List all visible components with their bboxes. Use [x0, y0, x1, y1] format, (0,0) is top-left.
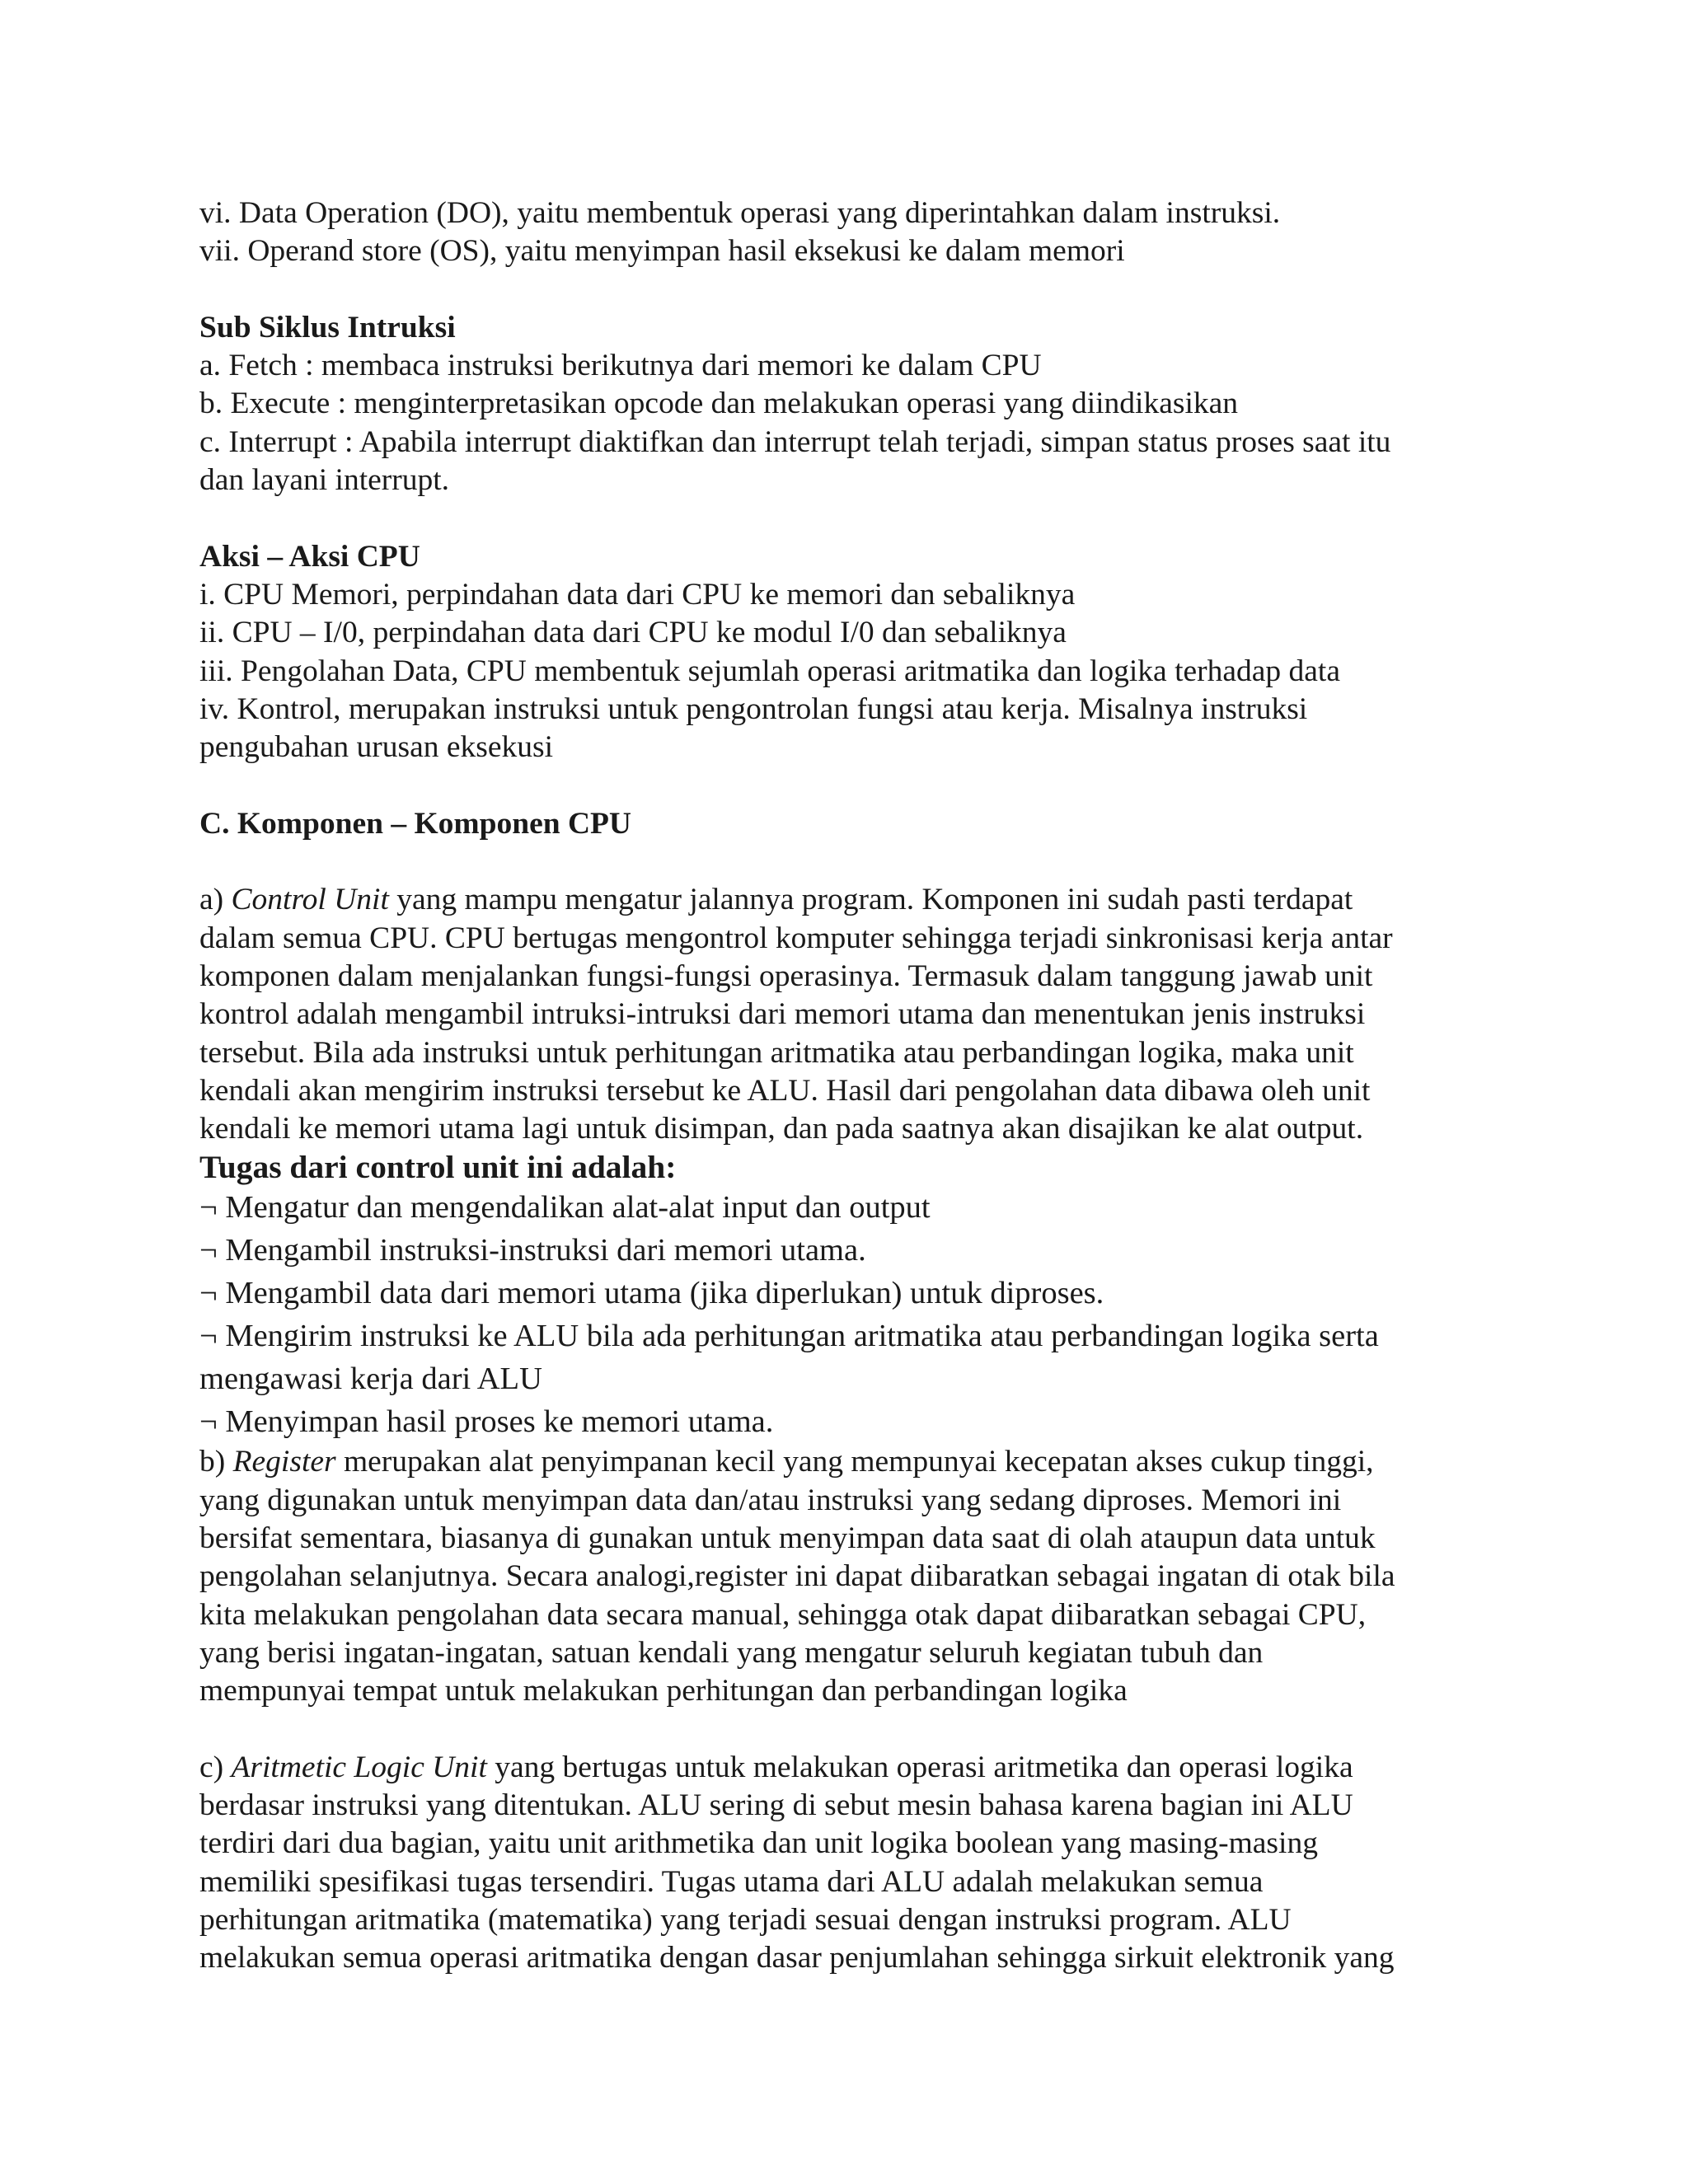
aksi-item: i. CPU Memori, perpindahan data dari CPU ke memori dan sebaliknya — [199, 577, 1076, 612]
register-line: yang berisi ingatan-ingatan, satuan kendali yang mengatur seluruh kegiatan tubuh dan — [199, 1635, 1264, 1670]
tugas-item: ¬ Menyimpan hasil proses ke memori utama. — [199, 1404, 774, 1440]
alu-line: berdasar instruksi yang ditentukan. ALU sering di sebut mesin bahasa karena bagian ini ALU — [199, 1788, 1353, 1823]
register-first-line-rest: merupakan alat penyimpanan kecil yang mempunyai kecepatan akses cukup tinggi, — [335, 1445, 1374, 1479]
alu-prefix: c) — [199, 1750, 232, 1784]
control-unit-prefix: a) — [199, 883, 232, 917]
tugas-item: ¬ Mengambil data dari memori utama (jika diperlukan) untuk diproses. — [199, 1276, 1104, 1311]
register-term: Register — [232, 1445, 336, 1479]
alu-line: memiliki spesifikasi tugas tersendiri. Tugas utama dari ALU adalah melakukan semua — [199, 1864, 1264, 1899]
heading-tugas-control-unit: Tugas dari control unit ini adalah: — [199, 1149, 677, 1186]
alu-first-line — [199, 1749, 1493, 1787]
tugas-item: ¬ Mengatur dan mengendalikan alat-alat input dan output — [199, 1190, 931, 1226]
aksi-item: iii. Pengolahan Data, CPU membentuk sejumlah operasi aritmatika dan logika terhadap data — [199, 654, 1340, 688]
sub-siklus-item: b. Execute : menginterpretasikan opcode dan melakukan operasi yang diindikasikan — [199, 387, 1239, 421]
spacer — [199, 1711, 1493, 1749]
control-unit-line: komponen dalam menjalankan fungsi-fungsi operasinya. Termasuk dalam tanggung jawab unit — [199, 958, 1373, 993]
alu-term: Aritmetic Logic Unit — [231, 1750, 487, 1784]
control-unit-first-line — [199, 881, 1493, 919]
heading-komponen-cpu: C. Komponen – Komponen CPU — [199, 806, 632, 841]
control-unit-line: tersebut. Bila ada instruksi untuk perhitungan aritmatika atau perbandingan logika, maka unit — [199, 1035, 1354, 1070]
tugas-item: mengawasi kerja dari ALU — [199, 1361, 542, 1397]
spacer — [199, 766, 1493, 804]
sub-siklus-item: dan layani interrupt. — [199, 463, 450, 498]
aksi-item: ii. CPU – I/0, perpindahan data dari CPU ke modul I/0 dan sebaliknya — [199, 616, 1067, 650]
alu-line: perhitungan aritmatika (matematika) yang terjadi sesuai dengan instruksi program. ALU — [199, 1902, 1292, 1937]
spacer — [199, 843, 1493, 881]
register-line: mempunyai tempat untuk melakukan perhitungan dan perbandingan logika — [199, 1674, 1128, 1708]
paragraph-data-operation: vi. Data Operation (DO), yaitu membentuk operasi yang diperintahkan dalam instruksi. — [199, 196, 1281, 230]
register-line: bersifat sementara, biasanya di gunakan untuk menyimpan data saat di olah ataupun data untuk — [199, 1521, 1376, 1556]
control-unit-term: Control Unit — [231, 883, 389, 917]
tugas-item: ¬ Mengirim instruksi ke ALU bila ada perhitungan aritmatika atau perbandingan logika serta — [199, 1319, 1379, 1354]
control-unit-line: dalam semua CPU. CPU bertugas mengontrol komputer sehingga terjadi sinkronisasi kerja antar — [199, 921, 1393, 955]
heading-sub-siklus: Sub Siklus Intruksi — [199, 310, 456, 344]
register-prefix: b) — [199, 1445, 233, 1479]
alu-line: melakukan semua operasi aritmatika dengan dasar penjumlahan sehingga sirkuit elektronik yang — [199, 1941, 1395, 1975]
alu-line: terdiri dari dua bagian, yaitu unit arithmetika dan unit logika boolean yang masing-masing — [199, 1826, 1318, 1861]
paragraph-operand-store: vii. Operand store (OS), yaitu menyimpan hasil eksekusi ke dalam memori — [199, 234, 1125, 269]
alu-first-line-rest: yang bertugas untuk melakukan operasi aritmetika dan operasi logika — [486, 1750, 1353, 1784]
tugas-item: ¬ Mengambil instruksi-instruksi dari memori utama. — [199, 1233, 866, 1268]
register-line: kita melakukan pengolahan data secara manual, sehingga otak dapat diibaratkan sebagai CPU, — [199, 1597, 1367, 1632]
sub-siklus-item: c. Interrupt : Apabila interrupt diaktifkan dan interrupt telah terjadi, simpan status proses saat itu — [199, 424, 1391, 459]
aksi-item: iv. Kontrol, merupakan instruksi untuk pengontrolan fungsi atau kerja. Misalnya instruksi — [199, 691, 1308, 726]
aksi-item: pengubahan urusan eksekusi — [199, 730, 554, 765]
spacer — [199, 271, 1493, 309]
control-unit-line: kendali ke memori utama lagi untuk disimpan, dan pada saatnya akan disajikan ke alat output. — [199, 1112, 1364, 1146]
control-unit-first-line-rest: yang mampu mengatur jalannya program. Komponen ini sudah pasti terdapat — [388, 883, 1353, 917]
control-unit-line: kontrol adalah mengambil intruksi-intruksi dari memori utama dan menentukan jenis instruksi — [199, 997, 1366, 1032]
spacer — [199, 499, 1493, 537]
document-page — [199, 194, 1493, 1978]
control-unit-line: kendali akan mengirim instruksi tersebut ke ALU. Hasil dari pengolahan data dibawa oleh unit — [199, 1073, 1371, 1108]
sub-siklus-item: a. Fetch : membaca instruksi berikutnya dari memori ke dalam CPU — [199, 349, 1042, 383]
register-line: yang digunakan untuk menyimpan data dan/atau instruksi yang sedang diproses. Memori ini — [199, 1483, 1342, 1517]
heading-aksi-cpu: Aksi – Aksi CPU — [199, 539, 420, 574]
register-line: pengolahan selanjutnya. Secara analogi,register ini dapat diibaratkan sebagai ingatan di otak bila — [199, 1559, 1395, 1594]
register-first-line — [199, 1443, 1493, 1481]
